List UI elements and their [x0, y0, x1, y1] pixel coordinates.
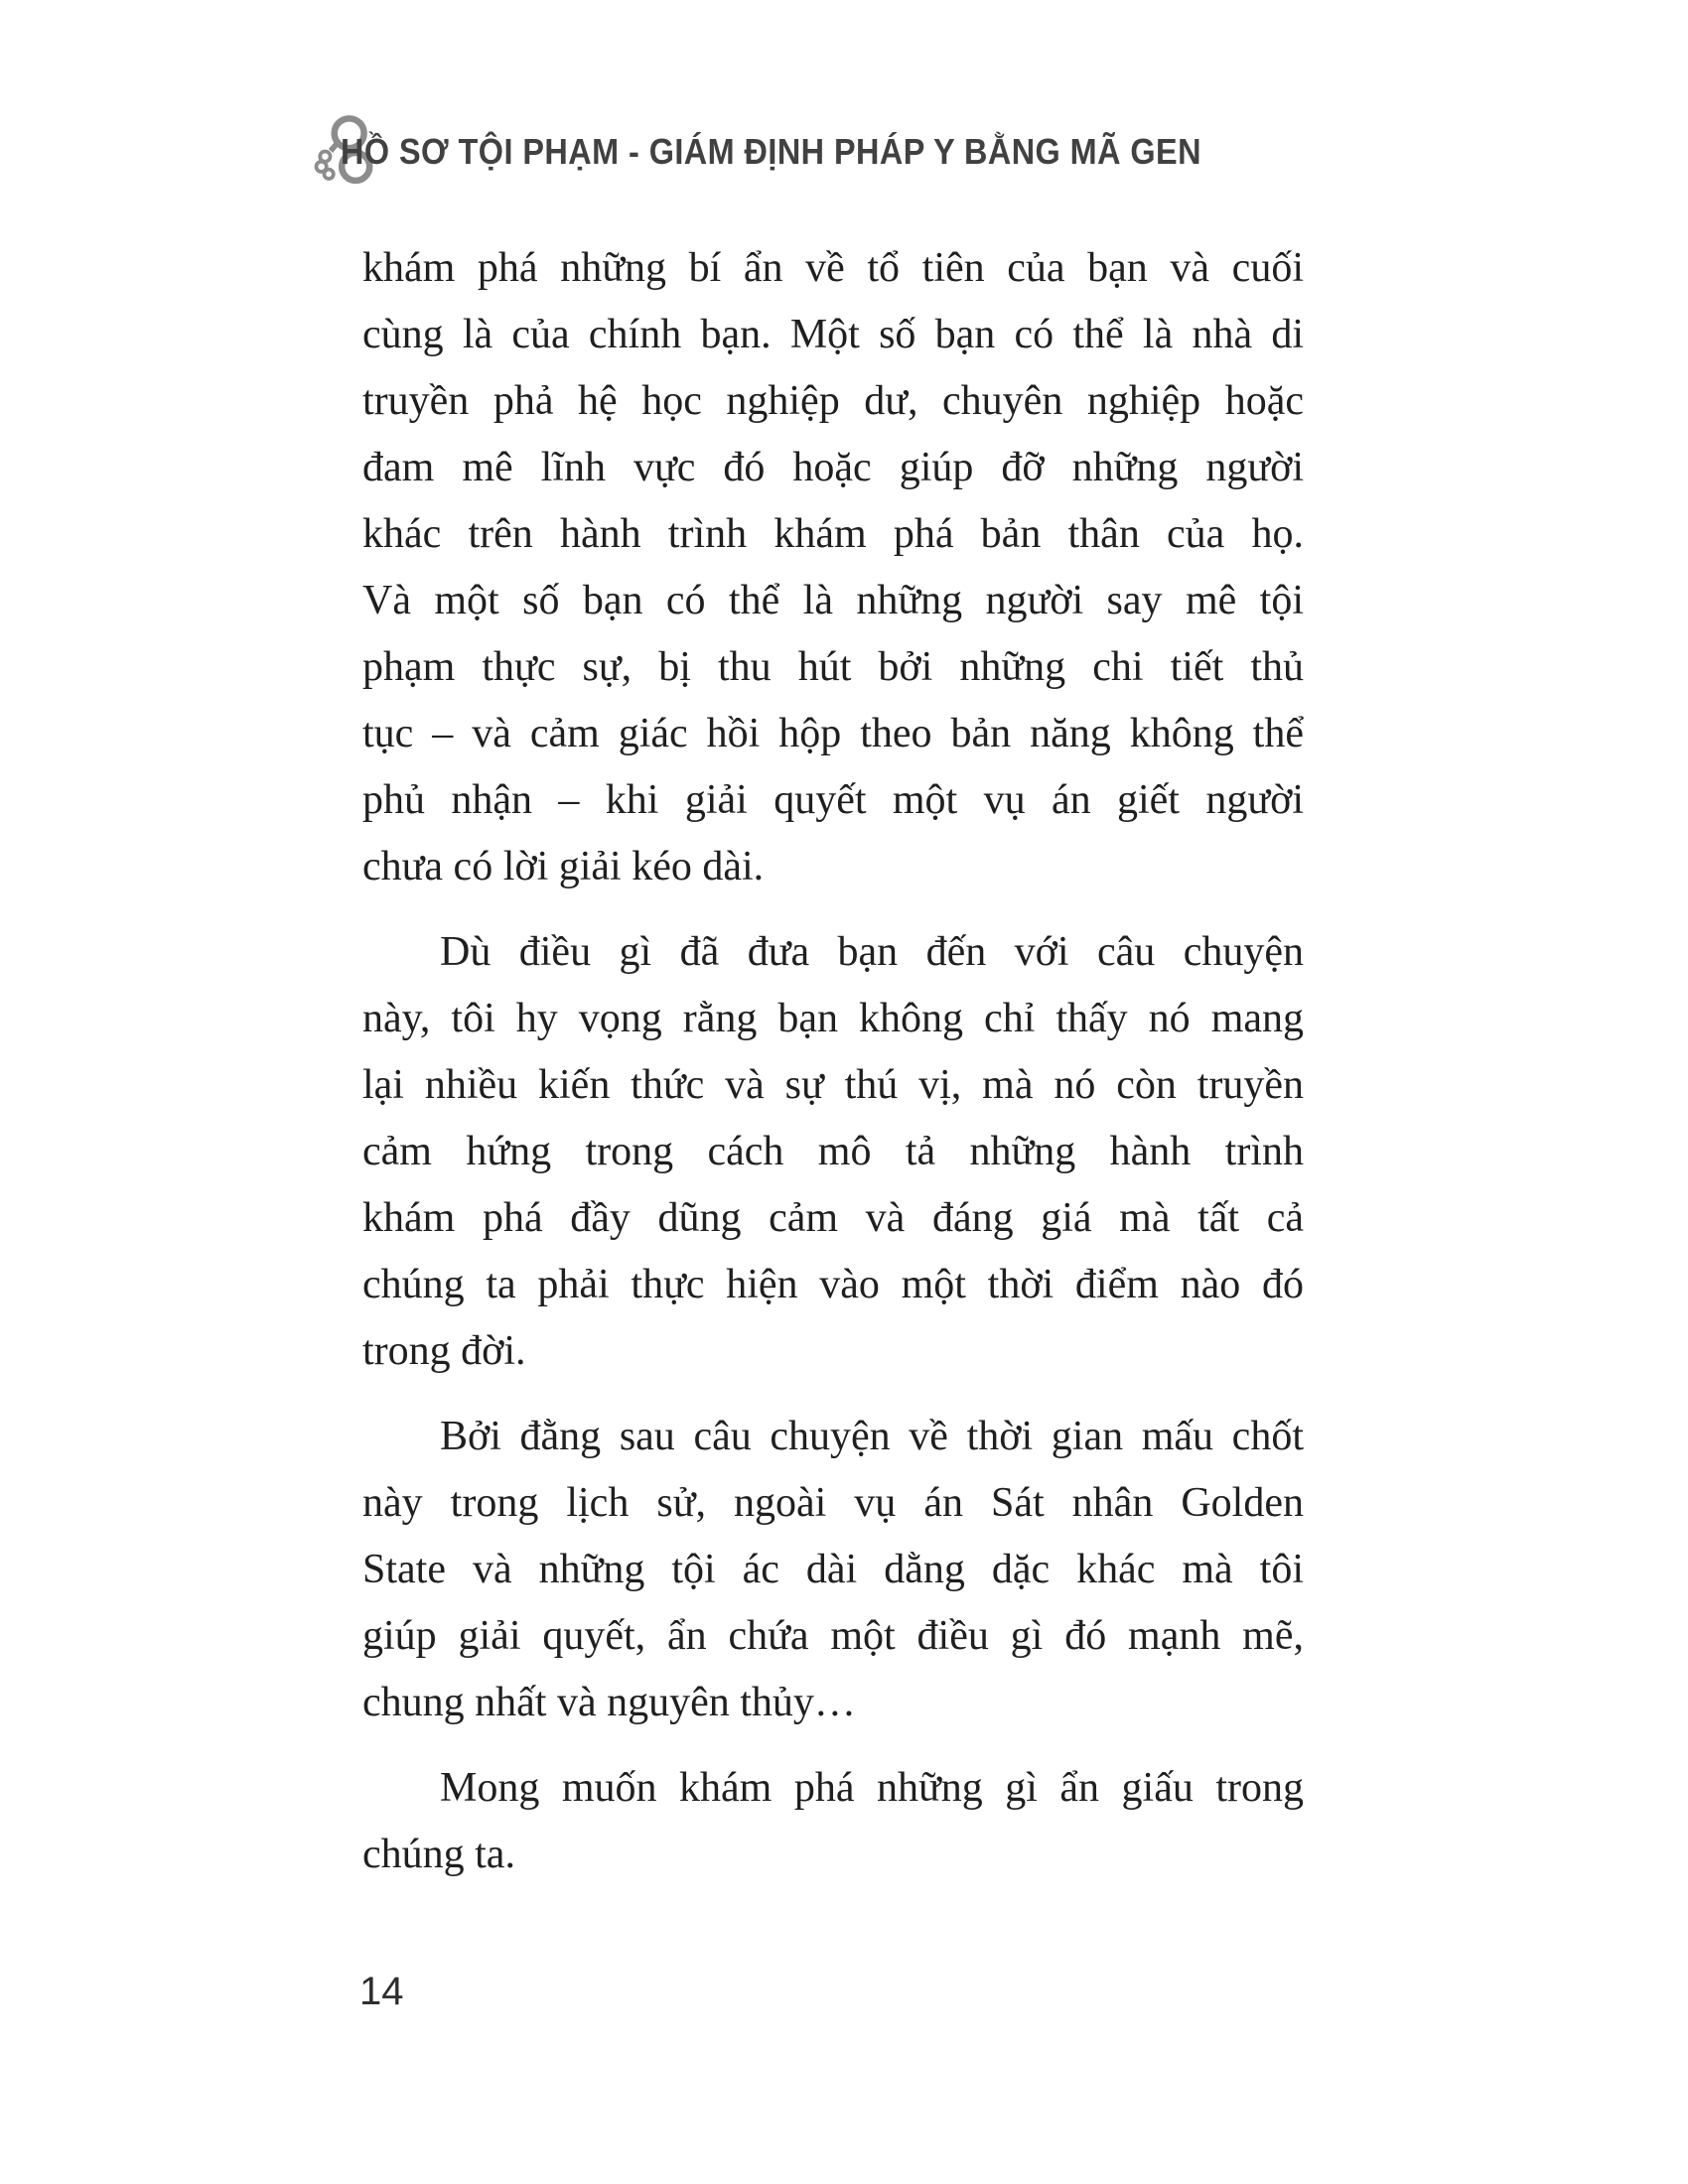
paragraph	[362, 1404, 1304, 1736]
text-line: phạm thực sự, bị thu hút bởi những chi tiết thủ	[362, 644, 1304, 690]
paragraph	[362, 235, 1304, 900]
text-line: khám phá những bí ẩn về tổ tiên của bạn và cuối	[362, 245, 1304, 291]
text-line: State và những tội ác dài dằng dặc khác mà tôi	[362, 1547, 1304, 1592]
text-line: trong đời.	[362, 1328, 526, 1374]
text-line: khám phá đầy dũng cảm và đáng giá mà tất cả	[362, 1195, 1304, 1241]
text-line: chung nhất và nguyên thủy…	[362, 1680, 856, 1725]
text-line: cùng là của chính bạn. Một số bạn có thể là nhà di	[362, 312, 1304, 357]
text-line: đam mê lĩnh vực đó hoặc giúp đỡ những người	[362, 445, 1304, 490]
text-line: chúng ta phải thực hiện vào một thời điểm nào đó	[362, 1262, 1304, 1307]
paragraph	[362, 919, 1304, 1385]
text-line: Bởi đằng sau câu chuyện về thời gian mấu chốt	[440, 1414, 1304, 1459]
text-line: này trong lịch sử, ngoài vụ án Sát nhân Golden	[362, 1480, 1304, 1526]
text-line: Mong muốn khám phá những gì ẩn giấu trong	[440, 1765, 1304, 1811]
text-line: khác trên hành trình khám phá bản thân của họ.	[362, 511, 1304, 557]
text-line: Và một số bạn có thể là những người say mê tội	[362, 578, 1304, 623]
text-line: giúp giải quyết, ẩn chứa một điều gì đó mạnh mẽ,	[362, 1613, 1304, 1659]
text-line: chúng ta.	[362, 1832, 515, 1877]
body-text	[362, 235, 1304, 1888]
text-line: lại nhiều kiến thức và sự thú vị, mà nó còn truyền	[362, 1062, 1304, 1108]
page-number: 14	[359, 1970, 404, 2013]
text-line: phủ nhận – khi giải quyết một vụ án giết người	[362, 777, 1304, 823]
text-line: này, tôi hy vọng rằng bạn không chỉ thấy nó mang	[362, 996, 1304, 1041]
text-line: tục – và cảm giác hồi hộp theo bản năng không thể	[362, 711, 1304, 756]
text-line: cảm hứng trong cách mô tả những hành trình	[362, 1129, 1304, 1174]
running-header-title: HỒ SƠ TỘI PHẠM - GIÁM ĐỊNH PHÁP Y BẰNG MÃ GEN	[341, 131, 1201, 172]
text-line: chưa có lời giải kéo dài.	[362, 844, 765, 889]
text-line: Dù điều gì đã đưa bạn đến với câu chuyện	[440, 929, 1304, 975]
paragraph	[362, 1755, 1304, 1888]
text-line: truyền phả hệ học nghiệp dư, chuyên nghiệp hoặc	[362, 378, 1304, 424]
